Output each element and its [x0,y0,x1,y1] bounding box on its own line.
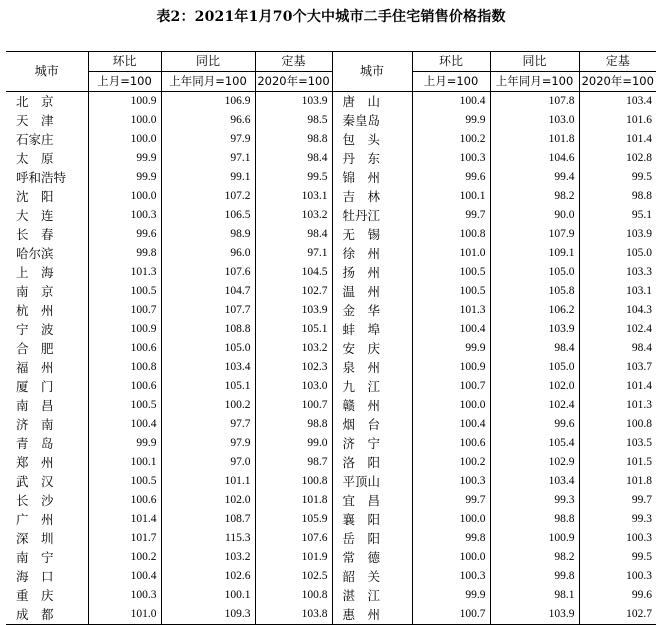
left-mom-cell: 100.9 [88,320,161,339]
right-mom-cell: 100.8 [412,225,490,244]
left-mom-cell: 100.4 [88,415,161,434]
left-city-cell: 成 都 [6,605,88,625]
right-yoy-cell: 103.0 [490,111,579,130]
table-row [6,301,656,320]
left-yoy-cell: 97.0 [161,453,255,472]
left-city-cell: 武 汉 [16,474,54,489]
left-city-cell: 哈尔滨 [16,246,54,261]
right-base-cell: 99.6 [579,586,656,605]
right-base-cell: 98.8 [579,187,656,206]
right-mom-cell: 100.7 [412,605,490,625]
left-city-cell: 呼和浩特 [16,170,67,185]
left-base-cell: 102.7 [255,282,332,301]
left-yoy-cell: 96.6 [161,111,255,130]
header-mom-left: 环比 [88,52,161,72]
right-base-cell: 102.7 [579,605,656,625]
right-mom-cell: 100.2 [412,453,490,472]
right-base-cell: 98.4 [579,339,656,358]
right-city-cell: 岳 阳 [332,529,412,548]
left-city-cell: 广 州 [16,512,54,527]
left-city-cell: 石家庄 [16,132,54,147]
right-base-cell: 102.8 [579,149,656,168]
right-mom-cell: 100.7 [412,377,490,396]
right-base-cell: 101.6 [579,111,656,130]
left-base-cell: 100.8 [255,586,332,605]
left-mom-cell: 100.3 [88,206,161,225]
right-base-cell: 105.0 [579,244,656,263]
right-city-cell: 惠 州 [332,605,412,625]
right-yoy-cell: 104.6 [490,149,579,168]
right-mom-cell: 100.0 [412,396,490,415]
left-base-cell: 103.2 [255,339,332,358]
right-yoy-cell: 99.3 [490,491,579,510]
left-base-cell: 98.8 [255,130,332,149]
left-city-cell: 济 南 [16,417,54,432]
table-row [6,396,656,415]
right-city-cell: 常 德 [332,548,412,567]
left-yoy-cell: 97.9 [161,130,255,149]
right-mom-cell: 99.7 [412,491,490,510]
left-base-cell: 103.9 [255,301,332,320]
table-row [6,282,656,301]
left-city-cell: 福 州 [16,360,54,375]
right-yoy-cell: 105.0 [490,263,579,282]
right-yoy-cell: 98.8 [490,510,579,529]
left-mom-cell: 99.9 [88,149,161,168]
header-city-right: 城市 [332,52,412,92]
left-yoy-cell: 97.9 [161,434,255,453]
right-city-cell: 安 庆 [332,339,412,358]
right-base-cell: 101.4 [579,377,656,396]
right-mom-cell: 100.4 [412,320,490,339]
left-city-cell: 南 京 [16,284,54,299]
left-base-cell: 104.5 [255,263,332,282]
left-yoy-cell: 99.1 [161,168,255,187]
right-city-cell: 秦皇岛 [332,111,412,130]
left-base-cell: 98.4 [255,225,332,244]
left-mom-cell: 99.8 [88,244,161,263]
right-mom-cell: 100.4 [412,92,490,112]
left-yoy-cell: 108.7 [161,510,255,529]
left-city-cell: 宁 波 [16,322,54,337]
left-mom-cell: 100.6 [88,377,161,396]
right-mom-cell: 100.0 [412,510,490,529]
left-mom-cell: 100.5 [88,472,161,491]
right-base-cell: 99.3 [579,510,656,529]
right-city-cell: 无 锡 [332,225,412,244]
right-mom-cell: 100.0 [412,548,490,567]
right-base-cell: 99.5 [579,168,656,187]
table-row [6,92,656,112]
right-yoy-cell: 98.4 [490,339,579,358]
right-city-cell: 扬 州 [332,263,412,282]
left-base-cell: 100.8 [255,472,332,491]
right-base-cell: 99.7 [579,491,656,510]
header-base-left: 定基 [255,52,332,72]
right-base-cell: 103.1 [579,282,656,301]
table-row [6,434,656,453]
left-base-cell: 98.7 [255,453,332,472]
left-city-cell: 长 沙 [16,493,54,508]
subheader-yoy-left: 上年同月=100 [161,72,255,92]
left-mom-cell: 100.7 [88,301,161,320]
right-base-cell: 95.1 [579,206,656,225]
right-city-cell: 丹 东 [332,149,412,168]
table-title: 表2：2021年1月70个大中城市二手住宅销售价格指数 [156,9,506,25]
right-yoy-cell: 100.9 [490,529,579,548]
right-mom-cell: 101.3 [412,301,490,320]
left-base-cell: 103.1 [255,187,332,206]
right-yoy-cell: 102.9 [490,453,579,472]
left-base-cell: 98.8 [255,415,332,434]
left-mom-cell: 100.5 [88,282,161,301]
left-city-cell: 杭 州 [16,303,54,318]
left-yoy-cell: 104.7 [161,282,255,301]
header-base-right: 定基 [579,52,656,72]
left-mom-cell: 100.6 [88,491,161,510]
right-city-cell: 牡丹江 [332,206,412,225]
right-city-cell: 金 华 [332,301,412,320]
left-yoy-cell: 98.9 [161,225,255,244]
left-yoy-cell: 102.6 [161,567,255,586]
right-mom-cell: 99.9 [412,586,490,605]
left-yoy-cell: 106.5 [161,206,255,225]
left-base-cell: 99.0 [255,434,332,453]
left-yoy-cell: 97.1 [161,149,255,168]
header-yoy-left: 同比 [161,52,255,72]
right-base-cell: 101.8 [579,472,656,491]
left-city-cell: 合 肥 [16,341,54,356]
right-base-cell: 103.7 [579,358,656,377]
right-base-cell: 102.4 [579,320,656,339]
left-mom-cell: 99.9 [88,168,161,187]
right-yoy-cell: 90.0 [490,206,579,225]
right-mom-cell: 100.5 [412,282,490,301]
left-yoy-cell: 101.1 [161,472,255,491]
right-yoy-cell: 98.2 [490,187,579,206]
right-mom-cell: 100.6 [412,434,490,453]
left-city-cell: 南 昌 [16,398,54,413]
right-city-cell: 蚌 埠 [332,320,412,339]
left-mom-cell: 100.3 [88,586,161,605]
left-city-cell: 郑 州 [16,455,54,470]
right-mom-cell: 100.4 [412,415,490,434]
left-mom-cell: 101.4 [88,510,161,529]
left-base-cell: 100.7 [255,396,332,415]
left-base-cell: 99.5 [255,168,332,187]
right-city-cell: 温 州 [332,282,412,301]
right-city-cell: 韶 关 [332,567,412,586]
right-mom-cell: 100.1 [412,187,490,206]
left-base-cell: 103.8 [255,605,332,625]
left-city-cell: 深 圳 [16,531,54,546]
table-row [6,149,656,168]
right-base-cell: 104.3 [579,301,656,320]
header-city-left: 城市 [6,52,88,92]
left-city-cell: 青 岛 [16,436,54,451]
left-city-cell: 重 庆 [16,588,54,603]
right-city-cell: 吉 林 [332,187,412,206]
right-base-cell: 99.5 [579,548,656,567]
left-mom-cell: 100.0 [88,130,161,149]
right-yoy-cell: 105.0 [490,358,579,377]
right-city-cell: 洛 阳 [332,453,412,472]
left-yoy-cell: 108.8 [161,320,255,339]
table-row [6,339,656,358]
table-row [6,529,656,548]
left-city-cell: 海 口 [16,569,54,584]
left-city-cell: 南 宁 [16,550,54,565]
left-yoy-cell: 100.2 [161,396,255,415]
table-row [6,244,656,263]
left-mom-cell: 100.4 [88,567,161,586]
header-mom-right: 环比 [412,52,490,72]
right-yoy-cell: 103.4 [490,472,579,491]
left-yoy-cell: 105.1 [161,377,255,396]
right-city-cell: 赣 州 [332,396,412,415]
left-base-cell: 98.5 [255,111,332,130]
right-mom-cell: 99.6 [412,168,490,187]
left-mom-cell: 100.1 [88,453,161,472]
right-yoy-cell: 99.6 [490,415,579,434]
left-mom-cell: 100.0 [88,111,161,130]
table-row [6,206,656,225]
right-yoy-cell: 98.2 [490,548,579,567]
right-yoy-cell: 99.8 [490,567,579,586]
right-city-cell: 烟 台 [332,415,412,434]
subheader-yoy-right: 上年同月=100 [490,72,579,92]
left-base-cell: 101.8 [255,491,332,510]
left-yoy-cell: 105.0 [161,339,255,358]
table-row [6,453,656,472]
right-mom-cell: 100.5 [412,263,490,282]
subheader-mom-right: 上月=100 [412,72,490,92]
left-city-cell: 天 津 [16,113,54,128]
header-row-subs [6,72,656,92]
left-mom-cell: 101.0 [88,605,161,625]
right-mom-cell: 101.0 [412,244,490,263]
left-mom-cell: 101.3 [88,263,161,282]
left-city-cell: 沈 阳 [16,189,54,204]
left-mom-cell: 99.9 [88,434,161,453]
table-row [6,586,656,605]
right-city-cell: 襄 阳 [332,510,412,529]
right-city-cell: 包 头 [332,130,412,149]
left-mom-cell: 99.6 [88,225,161,244]
left-yoy-cell: 97.7 [161,415,255,434]
right-city-cell: 徐 州 [332,244,412,263]
left-yoy-cell: 107.7 [161,301,255,320]
right-yoy-cell: 103.9 [490,605,579,625]
left-city-cell: 大 连 [16,208,54,223]
right-base-cell: 101.4 [579,130,656,149]
right-city-cell: 唐 山 [332,92,412,112]
left-city-cell: 上 海 [16,265,54,280]
left-base-cell: 103.9 [255,92,332,112]
left-base-cell: 98.4 [255,149,332,168]
left-yoy-cell: 100.1 [161,586,255,605]
right-mom-cell: 99.9 [412,339,490,358]
left-city-cell: 北 京 [16,94,54,109]
right-yoy-cell: 107.8 [490,92,579,112]
right-city-cell: 湛 江 [332,586,412,605]
subheader-base-right: 2020年=100 [579,72,656,92]
left-base-cell: 103.2 [255,206,332,225]
left-yoy-cell: 96.0 [161,244,255,263]
left-mom-cell: 100.6 [88,339,161,358]
right-mom-cell: 100.2 [412,130,490,149]
subheader-base-left: 2020年=100 [255,72,332,92]
table-row [6,491,656,510]
table-row [6,472,656,491]
right-base-cell: 100.3 [579,567,656,586]
table-row [6,510,656,529]
left-base-cell: 97.1 [255,244,332,263]
left-yoy-cell: 106.9 [161,92,255,112]
right-mom-cell: 100.3 [412,472,490,491]
left-yoy-cell: 102.0 [161,491,255,510]
left-base-cell: 105.9 [255,510,332,529]
right-mom-cell: 99.9 [412,111,490,130]
right-city-cell: 泉 州 [332,358,412,377]
right-yoy-cell: 107.9 [490,225,579,244]
left-city-cell: 长 春 [16,227,54,242]
right-yoy-cell: 99.4 [490,168,579,187]
left-mom-cell: 100.9 [88,92,161,112]
right-mom-cell: 100.9 [412,358,490,377]
table-row [6,168,656,187]
right-yoy-cell: 102.0 [490,377,579,396]
right-mom-cell: 100.3 [412,567,490,586]
left-base-cell: 101.9 [255,548,332,567]
right-yoy-cell: 105.8 [490,282,579,301]
left-yoy-cell: 103.2 [161,548,255,567]
left-base-cell: 102.3 [255,358,332,377]
left-mom-cell: 100.2 [88,548,161,567]
left-base-cell: 105.1 [255,320,332,339]
right-mom-cell: 99.7 [412,206,490,225]
table-row [6,187,656,206]
table-row [6,548,656,567]
right-mom-cell: 99.8 [412,529,490,548]
right-base-cell: 103.4 [579,92,656,112]
left-mom-cell: 101.7 [88,529,161,548]
right-base-cell: 100.3 [579,529,656,548]
table-row [6,567,656,586]
left-base-cell: 103.0 [255,377,332,396]
right-base-cell: 103.5 [579,434,656,453]
right-yoy-cell: 101.8 [490,130,579,149]
left-yoy-cell: 107.6 [161,263,255,282]
table-body [6,92,656,625]
header-yoy-right: 同比 [490,52,579,72]
right-yoy-cell: 106.2 [490,301,579,320]
left-mom-cell: 100.5 [88,396,161,415]
header-row-groups [6,52,656,72]
right-yoy-cell: 103.9 [490,320,579,339]
right-mom-cell: 100.3 [412,149,490,168]
right-city-cell: 锦 州 [332,168,412,187]
right-base-cell: 101.5 [579,453,656,472]
left-yoy-cell: 115.3 [161,529,255,548]
left-yoy-cell: 109.3 [161,605,255,625]
table-row [6,415,656,434]
left-city-cell: 厦 门 [16,379,54,394]
right-base-cell: 103.9 [579,225,656,244]
left-yoy-cell: 107.2 [161,187,255,206]
left-base-cell: 102.5 [255,567,332,586]
left-city-cell: 太 原 [16,151,54,166]
right-yoy-cell: 105.4 [490,434,579,453]
left-yoy-cell: 103.4 [161,358,255,377]
price-index-table [6,51,656,625]
table-row [6,358,656,377]
table-row [6,225,656,244]
left-mom-cell: 100.0 [88,187,161,206]
table-row [6,263,656,282]
left-base-cell: 107.6 [255,529,332,548]
right-city-cell: 济 宁 [332,434,412,453]
table-row [6,130,656,149]
table-row [6,320,656,339]
right-city-cell: 宜 昌 [332,491,412,510]
right-yoy-cell: 98.1 [490,586,579,605]
table-row [6,111,656,130]
table-row [6,377,656,396]
left-mom-cell: 100.8 [88,358,161,377]
subheader-mom-left: 上月=100 [88,72,161,92]
right-base-cell: 103.3 [579,263,656,282]
right-base-cell: 101.3 [579,396,656,415]
right-city-cell: 九 江 [332,377,412,396]
right-yoy-cell: 109.1 [490,244,579,263]
right-base-cell: 100.8 [579,415,656,434]
right-yoy-cell: 102.4 [490,396,579,415]
right-city-cell: 平顶山 [332,472,412,491]
